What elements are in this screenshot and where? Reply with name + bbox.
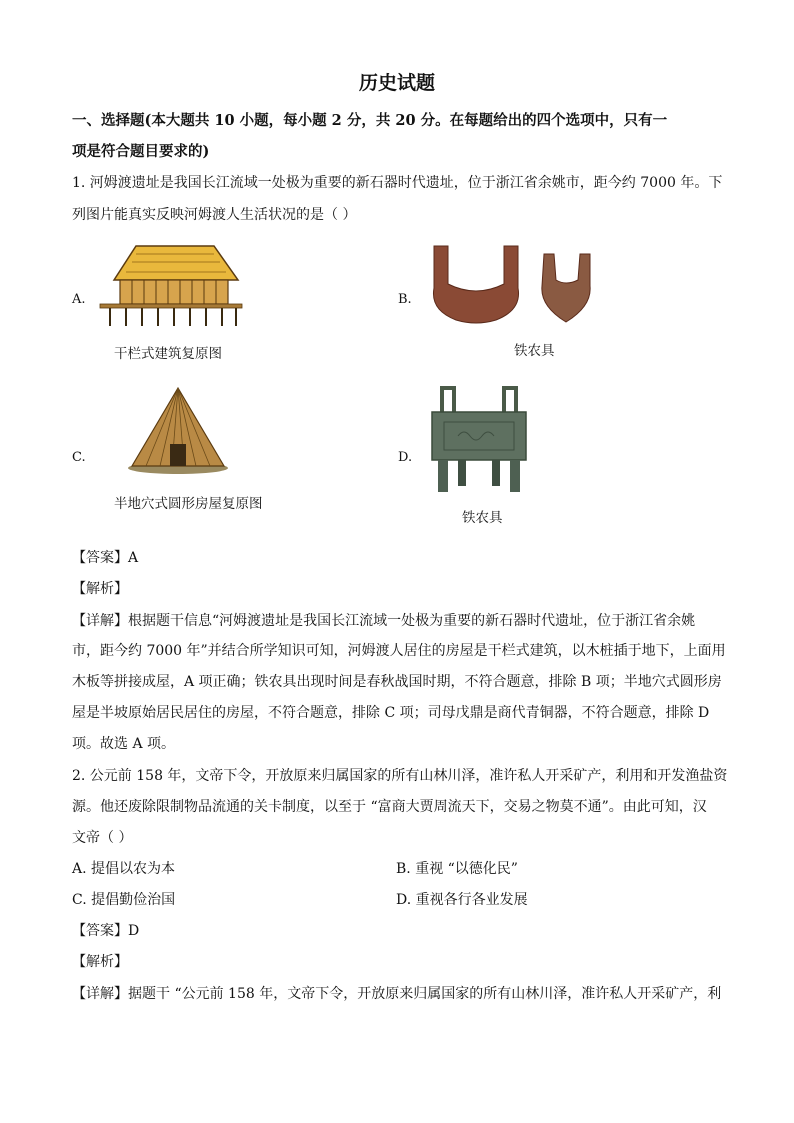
q2-stem-line3: 文帝（ ） (72, 830, 133, 846)
q1-detail-line3: 木板等拼接成屋，A 项正确；铁农具出现时间是春秋战国时期，不符合题意，排除 B 项；半地穴式圆形房 (72, 674, 722, 690)
bronze-ding-image (428, 384, 530, 496)
q1-detail-line1: 【详解】根据题干信息“河姆渡遗址是我国长江流域一处极为重要的新石器时代遗址，位于浙江省余姚 (72, 613, 696, 629)
round-hut-image (126, 386, 230, 476)
q1-detail-line4: 屋是半坡原始居民居住的房屋，不符合题意，排除 C 项；司母戊鼎是商代青铜器，不符合题意，排除 D (72, 705, 710, 721)
q1-option-b-caption: 铁农具 (514, 343, 555, 359)
q1-option-b-label: B. (398, 292, 412, 307)
q1-stem-line1: 1. 河姆渡遗址是我国长江流域一处极为重要的新石器时代遗址，位于浙江省余姚市，距今约 7000 年。下 (72, 175, 723, 191)
q1-option-d-label: D. (398, 450, 413, 465)
q1-analysis-label: 【解析】 (72, 581, 128, 597)
q1-option-a-caption: 干栏式建筑复原图 (114, 346, 222, 362)
q1-answer: 【答案】A (72, 550, 139, 566)
q2-analysis-label: 【解析】 (72, 954, 128, 970)
q1-option-c-label: C. (72, 450, 86, 465)
section-heading-line2: 项是符合题目要求的) (72, 143, 210, 160)
q2-stem-line2: 源。他还废除限制物品流通的关卡制度，以至于 “富商大贾周流天下，交易之物莫不通”。由此可知，汉 (72, 799, 707, 815)
q2-stem-line1: 2. 公元前 158 年，文帝下令，开放原来归属国家的所有山林川泽，准许私人开采矿产，利用和开发渔盐资 (72, 768, 728, 784)
q1-option-d-caption: 铁农具 (462, 510, 503, 526)
page-title: 历史试题 (358, 72, 435, 94)
q1-option-a-label: A. (72, 292, 86, 307)
q1-detail-line2: 市，距今约 7000 年”并结合所学知识可知，河姆渡人居住的房屋是干栏式建筑，以木桩插于地下，上面用 (72, 643, 726, 659)
q1-option-c-caption: 半地穴式圆形房屋复原图 (114, 496, 263, 512)
q1-detail-line5: 项。故选 A 项。 (72, 736, 176, 752)
q2-option-c: C. 提倡勤俭治国 (72, 892, 176, 908)
stilt-house-image (96, 242, 246, 328)
q2-option-a: A. 提倡以农为本 (72, 861, 176, 877)
q2-option-b: B. 重视 “以德化民” (396, 861, 518, 877)
q2-detail-line1: 【详解】据题干 “公元前 158 年，文帝下令，开放原来归属国家的所有山林川泽，准许私人开采矿产，利 (72, 986, 722, 1002)
section-heading-line1: 一、选择题(本大题共 10 小题，每小题 2 分，共 20 分。在每题给出的四个选项中，只有一 (72, 112, 668, 129)
q2-answer: 【答案】D (72, 923, 140, 939)
q2-option-d: D. 重视各行各业发展 (396, 892, 528, 908)
iron-tools-image (426, 240, 606, 330)
q1-stem-line2: 列图片能真实反映河姆渡人生活状况的是（ ） (72, 207, 357, 223)
